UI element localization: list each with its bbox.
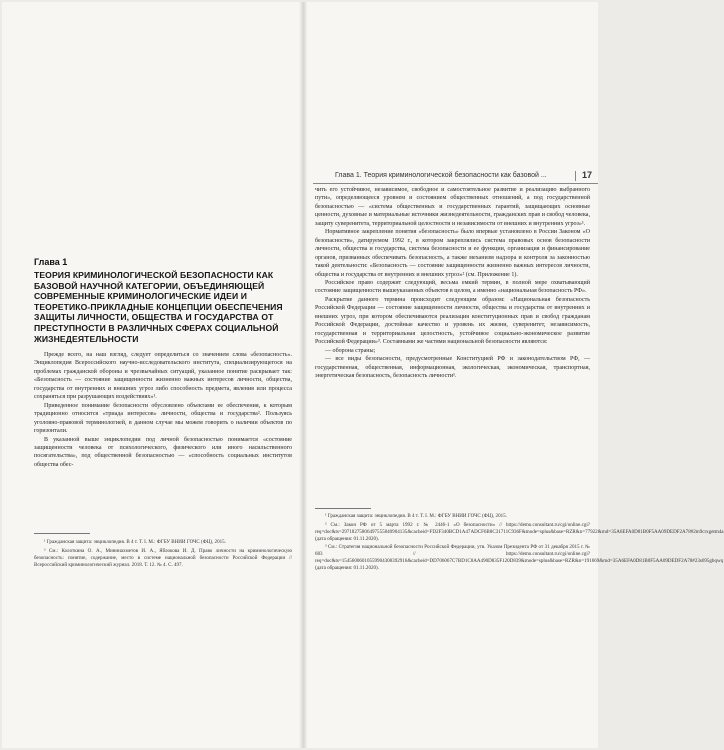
footnote: ¹ Гражданская защита: энциклопедия. В 4 т. Т. I. М.: ФГБУ ВНИИ ГОЧС (ФЦ), 2015. [44,539,226,545]
right-body-text [315,186,590,380]
footnote-rule [34,533,90,534]
paragraph: Прежде всего, на наш взгляд, следует определиться со значением слова «безопасность». Энциклопедия Всероссийского научно-исследовательского института, специализирующегося на проблемах гражданской обороны и чрезвычайных ситуаций, указанное понятие раскрывает так: «Безопасность — состояние защищенности жизненно важных интересов личности, общества, государства от внутренних и внешних угроз либо способность предмета, явления или процесса сохраняться при разрушающих воздействиях»¹. [34,352,292,401]
book-spread [2,2,724,748]
left-footnotes [34,539,292,570]
right-page [307,2,724,748]
footnote-rule [315,508,371,509]
running-header [313,169,598,184]
paragraph: В указанной выше энциклопедии под личной безопасностью понимается «состояние защищенности человека от психологического, физического или иного насильственного посягательства», под общественной безопасностью — «способность социальных институтов общества обес- [34,436,292,468]
page-number: 17 [581,170,592,180]
footnote: ² См.: Колоткина О. А., Минниахметов И. А., Яблокова И. Д. Право личности на криминологическую безопасность: понятие, содержание, место в системе национальной безопасности Российской Федерации // Всероссийский криминологический журнал. 2018. Т. 12. № 4. С. 497. [34,547,292,568]
paragraph: Нормативное закрепление понятия «безопасность» было впервые установлено в России Законом «О безопасности», датируемом 1992 г., в котором закреплялись система правовых основ безопасности личности, общества и государства, система безопасности и ее функции, организация и финансирование органов, призванных обеспечивать безопасность, а также механизм надзора и контроля за законностью такой деятельности: «Безопасность — состояние защищенности жизненно важных интересов личности, общества и государства от внутренних и внешних угроз»² (см. Приложение 1). [315,229,590,278]
list-item: — оборона страны; [325,347,376,354]
footnote: ² См.: Закон РФ от 5 марта 1992 г. № 2446-1 «О безопасности» // https://demo.consultant.ru/cgi/online.cgi?req=doc&ts=29718275806497555840904135&cacheid=FD2F340BCD1A47ADCF6B8C31711C936F&mode=splus&base=RZR&n=77922&rnd=35A6EFA0D81B0F5AA09DEDF2A78#2m9crxgetm4a (дата обращения: 01.11.2020). [315,521,724,542]
running-header-title: Глава 1. Теория криминологической безопасности как базовой ... [335,172,547,179]
chapter-label: Глава 1 [34,257,68,267]
security-components-list [315,347,590,381]
right-footnotes [315,513,724,574]
paragraph: чить его устойчивое, независимое, свободное и самостоятельное развитие и реализацию выбранного пути», определяющееся уровнем и состоянием общественных отношений, а под государственной безопасностью — «система общественных и государственных гарантий, защищающих основные ценности, духовные и материальные источники жизнедеятельности, гражданских прав и свобод человека, защиту суверенитета, территориальной целостности и независимости от внешних и внутренних угроз»¹. [315,187,590,227]
footnote: ¹ Гражданская защита: энциклопедия. В 4 т. Т. I. М.: ФГБУ ВНИИ ГОЧС (ФЦ), 2015. [325,513,507,519]
book-gutter [299,2,307,748]
list-item: — все виды безопасности, предусмотренные Конституцией РФ и законодательством РФ, — государственная, общественная, информационная, экологическая, экономическая, транспортная, энергетическая безопасность, безопасность личности¹. [315,356,590,379]
paragraph: Приведенное понимание безопасности обусловлено объектами ее обеспечения, к которым традиционно относится «триада интересов» личности, общества и государства². Пользуясь уголовно-правовой терминологией, в данном случае мы можем говорить о наличии объектов по горизонтали. [34,402,292,435]
paragraph: Раскрытие данного термина происходит следующим образом: «Национальная безопасность Российской Федерации — состояние защищенности личности, общества и государства от внутренних и внешних угроз, при котором обеспечиваются реализация конституционных прав и свобод гражданам Российской Федерации, достойные качество и уровень их жизни, суверенитет, независимость, государственная и территориальная целостность, устойчивое социально-экономическое развитие Российской Федерации»³. Составными же частями национальной безопасности являются: [315,296,590,346]
running-header-separator [575,171,576,181]
paragraph: Российское право содержит следующий, весьма емкий термин, в полной мере охватывающий состояние защищенности вышеуказанных объектов в целом, а именно «национальная безопасность РФ». [315,279,590,295]
left-page [2,2,299,748]
footnote: ³ См.: Стратегия национальной безопасности Российской Федерации, утв. Указом Президента РФ от 31 декабря 2015 г. № 683 // https://demo.consultant.ru/cgi/online.cgi?req=doc&ts=15456006010559904308392916&cacheid=DD706067C7BD1C8AA490D835F120D839&mode=splus&base=RZR&n=191669&rnd=35A6EFA0D81B0F5AA09DEDF2A78#23s695gbqwq (дата обращения: 01.11.2020). [315,544,724,572]
chapter-title: ТЕОРИЯ КРИМИНОЛОГИЧЕСКОЙ БЕЗОПАСНОСТИ КАК БАЗОВОЙ НАУЧНОЙ КАТЕГОРИИ, ОБЪЕДИНЯЮЩЕЙ СОВРЕМЕННЫЕ КРИМИНОЛОГИЧЕСКИЕ ИДЕИ И ТЕОРЕТИКО-ПРИКЛАДНЫЕ КОНЦЕПЦИИ ОБЕСПЕЧЕНИЯ ЗАЩИТЫ ЛИЧНОСТИ, ОБЩЕСТВА И ГОСУДАРСТВА ОТ ПРЕСТУПНОСТИ В РАЗЛИЧНЫХ СФЕРАХ СОЦИАЛЬНОЙ ЖИЗНЕДЕЯТЕЛЬНОСТИ [34,270,283,344]
left-body-text [34,351,292,469]
